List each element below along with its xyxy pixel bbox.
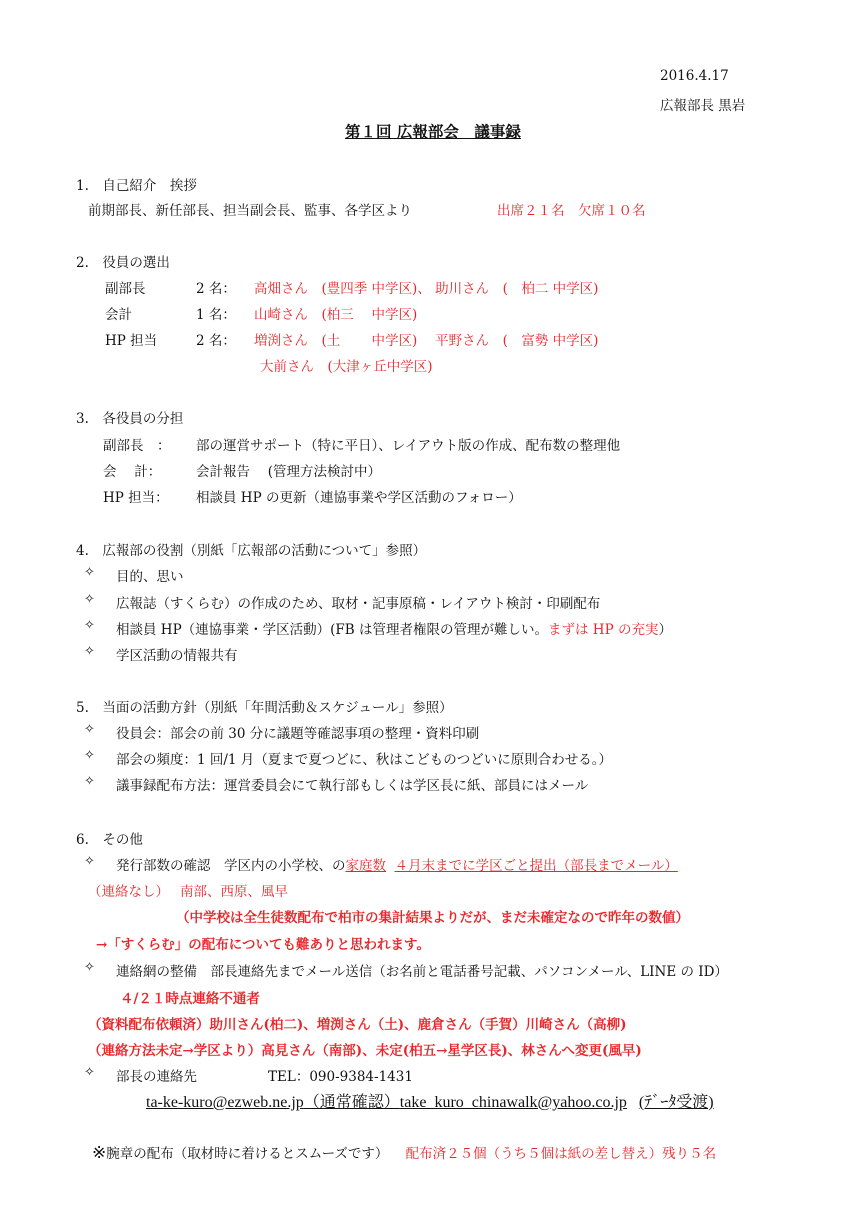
unreachable-list-1: （資料配布依頼済）助川さん(柏二)、増渕さん（土)、鹿倉さん（手賀）川崎さん（高柳) [88,1017,627,1033]
section-1-text: 前期部長、新任部長、担当副会長、監事、各学区より [88,203,412,219]
s4-bullet-3-emphasis: まずは HP の充実 [548,622,659,638]
armband-status: 配布済２５個（うち５個は紙の差し替え）残り５名 [405,1146,717,1162]
document-date: 2016.4.17 [660,68,729,84]
vice-role: 副部長 [105,281,146,297]
section-1-heading: 1. 自己紹介 挨拶 [76,178,197,194]
role-vice: 副部長 ： [103,438,171,454]
s4-bullet-3-end: ） [658,622,672,638]
s6-bullet-2: 連絡網の整備 部長連絡先までメール送信（お名前と電話番号記載、パソコンメール、LINE の ID） [116,964,728,980]
household-count-label: 家庭数 [345,858,386,874]
unreachable-list-2: （連絡方法未定→学区より）高見さん（南部)、未定(柏五→星学区長)、林さんへ変更(風早) [88,1043,642,1059]
no-contact-line: （連絡なし） 南部、西原、風早 [88,884,289,900]
unreachable-heading: ４/２１時点連絡不通者 [120,991,260,1007]
role-accountant-desc: 会計報告 (管理方法検討中） [196,464,382,480]
s6-bullet-1 [116,854,678,874]
reference-mark: ※ [92,1143,107,1163]
s5-bullet-2: 部会の頻度：1 回/1 月（夏まで夏つどに、秋はこどものつどいに原則合わせる。） [116,752,613,768]
armband-note [92,1142,716,1163]
vice-names: 高畑さん (豊四季 中学区)、 助川さん ( 柏二 中学区) [254,281,599,297]
hp-role: HP 担当 [105,333,158,349]
armband-text: 腕章の配布（取材時に着けるとスムーズです） [106,1146,389,1162]
hp-names: 増渕さん (土 中学区) 平野さん ( 富勢 中学区) [254,333,599,349]
contact-emails [146,1089,714,1112]
bullet-icon: ✧ [84,565,95,580]
s6-bullet-1-text: 発行部数の確認 学区内の小学校、の [116,858,346,874]
accountant-count: 1 名： [196,307,236,323]
email-link-2[interactable]: take_kuro_chinawalk@yahoo.co.jp [399,1094,627,1111]
s6-bullet-3: 部長の連絡先 [116,1069,197,1085]
document-author: 広報部長 黒岩 [660,98,746,114]
bullet-icon: ✧ [84,1065,95,1080]
hp-count: 2 名： [196,333,236,349]
bullet-icon: ✧ [84,854,95,869]
contact-tel: TEL：090-9384-1431 [268,1069,413,1085]
section-3-heading: 3. 各役員の分担 [76,411,184,427]
bullet-icon: ✧ [84,960,95,975]
page-title: 第１回 広報部会 議事録 [345,122,521,141]
section-5-heading: 5. 当面の活動方針（別紙「年間活動＆スケジュール」参照） [76,700,453,716]
role-vice-desc: 部の運営サポート（特に平日）、レイアウト版の作成、配布数の整理他 [196,438,621,454]
s4-bullet-3-text: 相談員 HP（連協事業・学区活動）(FB は管理者権限の管理が難しい。 [116,622,548,638]
s4-bullet-3 [116,618,672,638]
bullet-icon: ✧ [84,722,95,737]
bullet-icon: ✧ [84,644,95,659]
middle-school-note: （中学校は全生徒数配布で柏市の集計結果よりだが、まだ未確定なので昨年の数値） [176,910,689,926]
accountant-names: 山崎さん (柏三 中学区) [254,307,418,323]
bullet-icon: ✧ [84,748,95,763]
section-6-heading: 6. その他 [76,832,143,848]
s5-bullet-1: 役員会：部会の前 30 分に議題等確認事項の整理・資料印刷 [116,726,480,742]
bullet-icon: ✧ [84,618,95,633]
role-hp-desc: 相談員 HP の更新（連協事業や学区活動のフォロー） [196,490,522,506]
s4-bullet-4: 学区活動の情報共有 [116,648,238,664]
bullet-icon: ✧ [84,774,95,789]
vice-count: 2 名： [196,281,236,297]
email-1-note: （通常確認） [303,1094,400,1111]
submission-deadline: ４月末までに学区ごと提出（部長までメール） [394,858,678,874]
section-4-heading: 4. 広報部の役割（別紙「広報部の活動について」参照） [76,543,427,559]
role-accountant: 会 計： [103,464,162,480]
accountant-role: 会計 [105,307,132,323]
attendance-count: 出席２１名 欠席１０名 [497,203,646,219]
s5-bullet-3: 議事録配布方法：運営委員会にて執行部もしくは学区長に紙、部員にはメール [116,778,589,794]
s4-bullet-1: 目的、思い [116,569,184,585]
bullet-icon: ✧ [84,592,95,607]
scrum-distribution-note: →「すくらむ」の配布についても難ありと思われます。 [96,937,430,953]
role-hp: HP 担当： [103,490,169,506]
email-2-note: (ﾃﾞｰﾀ受渡) [638,1094,714,1111]
hp-names-2: 大前さん (大津ヶ丘中学区) [260,359,433,375]
email-link-1[interactable]: ta-ke-kuro@ezweb.ne.jp [146,1094,304,1111]
s4-bullet-2: 広報誌（すくらむ）の作成のため、取材・記事原稿・レイアウト検討・印刷配布 [116,596,601,612]
section-2-heading: 2. 役員の選出 [76,255,170,271]
